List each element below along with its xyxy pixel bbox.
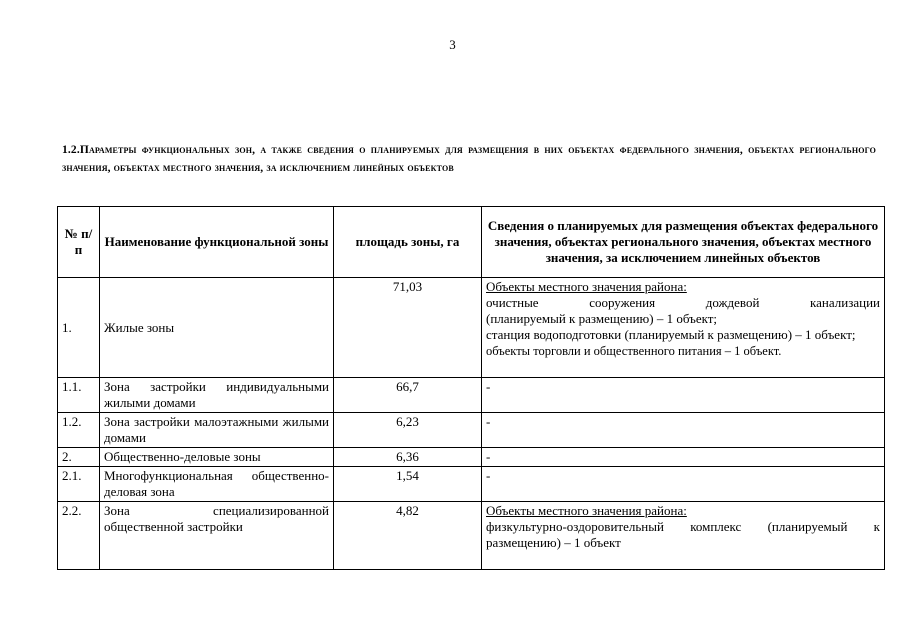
row-area: 6,23 [334, 413, 482, 448]
section-heading [62, 141, 876, 177]
row-area: 6,36 [334, 448, 482, 467]
row-details [482, 502, 885, 570]
header-num: № п/п [58, 207, 100, 278]
details-dash: - [486, 449, 491, 464]
row-details [482, 378, 885, 413]
row-zone-name: Зона застройки малоэтажными жилыми домами [100, 413, 334, 448]
details-line: (планируемый к размещению) – 1 объект; [486, 311, 718, 326]
row-zone-name: Зона застройки индивидуальными жилыми домами [100, 378, 334, 413]
header-zone-name: Наименование функциональной зоны [100, 207, 334, 278]
details-dash: - [486, 379, 491, 394]
row-details [482, 448, 885, 467]
row-details [482, 467, 885, 502]
details-line: физкультурно-оздоровительный комплекс (планируемый к размещению) – 1 объект [486, 519, 880, 550]
page-number: 3 [449, 37, 456, 52]
row-zone-name: Жилые зоны [100, 278, 334, 378]
row-area: 1,54 [334, 467, 482, 502]
row-area: 4,82 [334, 502, 482, 570]
details-title: Объекты местного значения района: [486, 279, 687, 294]
row-area: 71,03 [334, 278, 482, 378]
row-zone-name: Зона специализированной общественной застройки [100, 502, 334, 570]
row-num: 1. [58, 278, 100, 378]
row-zone-name: Общественно-деловые зоны [100, 448, 334, 467]
table-row [58, 502, 885, 570]
details-dash: - [486, 468, 491, 483]
row-zone-name: Многофункциональная общественно-деловая зона [100, 467, 334, 502]
section-heading-number: 1.2. [62, 144, 80, 156]
header-area: площадь зоны, га [334, 207, 482, 278]
table-row [58, 378, 885, 413]
details-line: очистные сооружения дождевой канализации [486, 295, 880, 310]
table-header-row [58, 207, 885, 278]
row-num: 2.1. [58, 467, 100, 502]
row-details [482, 278, 885, 378]
section-heading-text: Параметры функциональных зон, а также сведения о планируемых для размещения в них объектах федерального значения, объектах регионального значения, объектах местного значения, за исключением линейных объектов [62, 144, 876, 174]
table-row [58, 413, 885, 448]
row-area: 66,7 [334, 378, 482, 413]
row-num: 1.2. [58, 413, 100, 448]
details-line: объекты торговли и общественного питания – 1 объект. [486, 344, 782, 358]
row-num: 2.2. [58, 502, 100, 570]
row-details [482, 413, 885, 448]
details-dash: - [486, 414, 491, 429]
row-num: 2. [58, 448, 100, 467]
details-line: станция водоподготовки (планируемый к размещению) – 1 объект; [486, 327, 856, 342]
details-title: Объекты местного значения района: [486, 503, 687, 518]
table-row [58, 467, 885, 502]
functional-zones-table [57, 206, 885, 570]
row-num: 1.1. [58, 378, 100, 413]
table-row [58, 448, 885, 467]
table-row [58, 278, 885, 378]
header-details: Сведения о планируемых для размещения объектах федерального значения, объектах регионального значения, объектах местного значения, за исключением линейных объектов [482, 207, 885, 278]
